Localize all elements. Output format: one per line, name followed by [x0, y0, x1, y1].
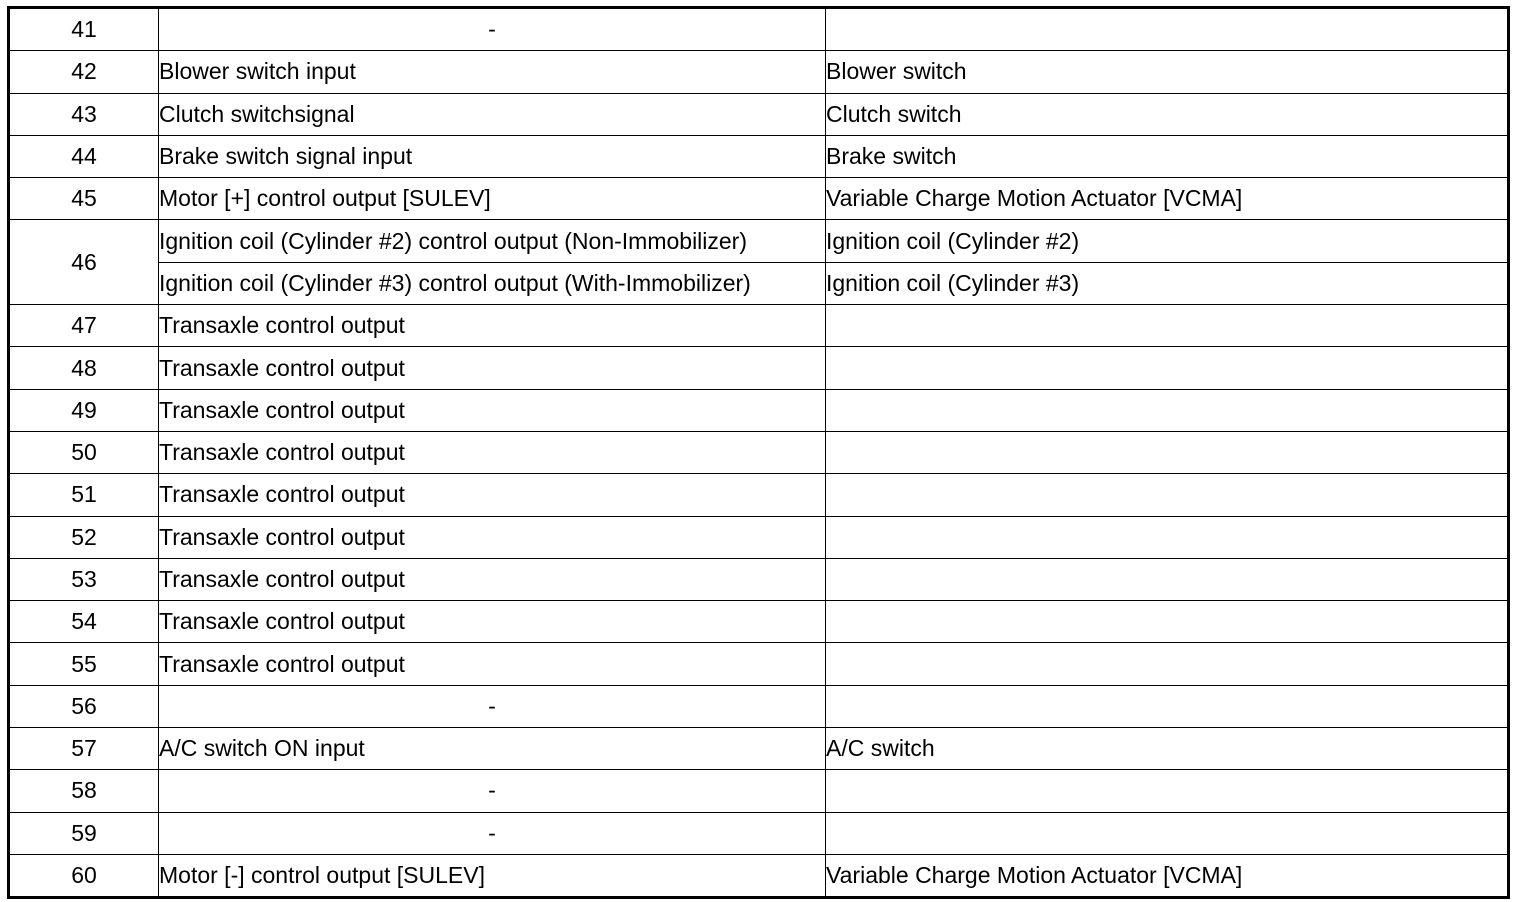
- connected-component-cell: [826, 431, 1509, 473]
- table-row: [9, 347, 1509, 389]
- description-cell: A/C switch ON input: [159, 728, 826, 770]
- connected-component-cell: [826, 516, 1509, 558]
- table-row: [9, 643, 1509, 685]
- description-cell: -: [159, 685, 826, 727]
- connected-component-cell: Ignition coil (Cylinder #3): [826, 262, 1509, 304]
- pin-number-cell: 51: [9, 474, 159, 516]
- connected-component-cell: [826, 389, 1509, 431]
- description-cell: Blower switch input: [159, 51, 826, 93]
- description-cell: Ignition coil (Cylinder #2) control output (Non-Immobilizer): [159, 220, 826, 262]
- connected-component-cell: Brake switch: [826, 135, 1509, 177]
- description-cell: Transaxle control output: [159, 643, 826, 685]
- description-cell: Motor [-] control output [SULEV]: [159, 854, 826, 897]
- pin-description-table: [7, 6, 1510, 899]
- table-row: [9, 685, 1509, 727]
- description-cell: Transaxle control output: [159, 347, 826, 389]
- table-row: [9, 93, 1509, 135]
- table-row: [9, 135, 1509, 177]
- connected-component-cell: [826, 770, 1509, 812]
- connected-component-cell: [826, 8, 1509, 51]
- pin-number-cell: 47: [9, 305, 159, 347]
- pin-number-cell: 42: [9, 51, 159, 93]
- connected-component-cell: Ignition coil (Cylinder #2): [826, 220, 1509, 262]
- pin-number-cell: 60: [9, 854, 159, 897]
- connected-component-cell: A/C switch: [826, 728, 1509, 770]
- table-row: [9, 728, 1509, 770]
- pin-number-cell: 54: [9, 601, 159, 643]
- pin-number-cell: 52: [9, 516, 159, 558]
- pin-number-cell: 44: [9, 135, 159, 177]
- table-row: [9, 558, 1509, 600]
- table-row: [9, 770, 1509, 812]
- pin-number-cell: 48: [9, 347, 159, 389]
- table-body: [9, 8, 1509, 898]
- connected-component-cell: [826, 685, 1509, 727]
- table-row: [9, 178, 1509, 220]
- table-row: [9, 305, 1509, 347]
- connected-component-cell: [826, 474, 1509, 516]
- description-cell: Ignition coil (Cylinder #3) control output (With-Immobilizer): [159, 262, 826, 304]
- connected-component-cell: Variable Charge Motion Actuator [VCMA]: [826, 178, 1509, 220]
- description-cell: Motor [+] control output [SULEV]: [159, 178, 826, 220]
- pin-number-cell: 46: [9, 220, 159, 305]
- description-cell: Brake switch signal input: [159, 135, 826, 177]
- description-cell: Transaxle control output: [159, 516, 826, 558]
- table-row: [9, 516, 1509, 558]
- connected-component-cell: [826, 347, 1509, 389]
- description-cell: Transaxle control output: [159, 389, 826, 431]
- description-cell: Transaxle control output: [159, 305, 826, 347]
- connected-component-cell: Clutch switch: [826, 93, 1509, 135]
- table-row: [9, 601, 1509, 643]
- connected-component-cell: [826, 601, 1509, 643]
- pin-number-cell: 58: [9, 770, 159, 812]
- pin-number-cell: 56: [9, 685, 159, 727]
- pin-number-cell: 49: [9, 389, 159, 431]
- description-cell: Transaxle control output: [159, 558, 826, 600]
- description-cell: Transaxle control output: [159, 601, 826, 643]
- table-row: [9, 854, 1509, 897]
- pin-number-cell: 43: [9, 93, 159, 135]
- table-row: [9, 262, 1509, 304]
- connected-component-cell: [826, 558, 1509, 600]
- table-row: [9, 474, 1509, 516]
- description-cell: -: [159, 8, 826, 51]
- pin-number-cell: 55: [9, 643, 159, 685]
- connected-component-cell: Variable Charge Motion Actuator [VCMA]: [826, 854, 1509, 897]
- description-cell: Transaxle control output: [159, 431, 826, 473]
- pin-number-cell: 59: [9, 812, 159, 854]
- description-cell: -: [159, 812, 826, 854]
- table-row: [9, 812, 1509, 854]
- pin-number-cell: 50: [9, 431, 159, 473]
- connected-component-cell: [826, 812, 1509, 854]
- table-row: [9, 389, 1509, 431]
- description-cell: Clutch switchsignal: [159, 93, 826, 135]
- description-cell: Transaxle control output: [159, 474, 826, 516]
- description-cell: -: [159, 770, 826, 812]
- pin-number-cell: 41: [9, 8, 159, 51]
- connected-component-cell: [826, 643, 1509, 685]
- table-row: [9, 8, 1509, 51]
- pin-number-cell: 45: [9, 178, 159, 220]
- table-row: [9, 220, 1509, 262]
- pin-number-cell: 53: [9, 558, 159, 600]
- connected-component-cell: Blower switch: [826, 51, 1509, 93]
- table-row: [9, 51, 1509, 93]
- pin-number-cell: 57: [9, 728, 159, 770]
- connected-component-cell: [826, 305, 1509, 347]
- table-row: [9, 431, 1509, 473]
